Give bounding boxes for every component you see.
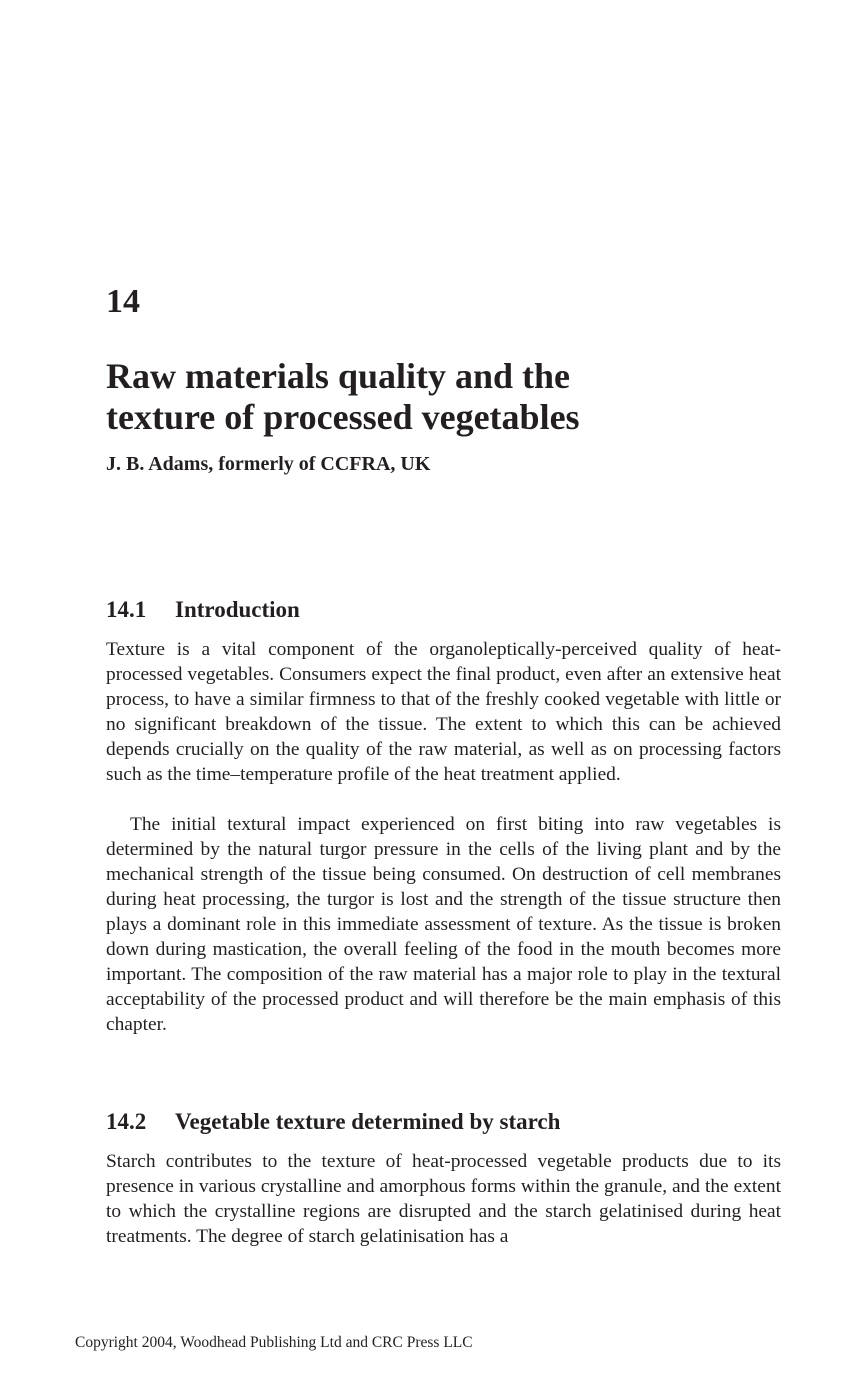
chapter-number: 14 <box>106 283 140 320</box>
section-number: 14.2 <box>106 1109 147 1134</box>
body-paragraph: The initial textural impact experienced on first biting into raw vegetables is determined by the natural turgor pressure in the cells of the living plant and by the mechanical strength of the tissue being consumed. On destruction of cell membranes during heat processing, the turgor is lost and the strength of the tissue structure then plays a dominant role in this immediate assessment of texture. As the tissue is broken down during mastication, the overall feeling of the food in the mouth becomes more important. The composition of the raw material has a major role to play in the textural acceptability of the processed product and will therefore be the main emphasis of this chapter. <box>106 814 781 1035</box>
section-heading-starch <box>106 1108 560 1136</box>
chapter-title <box>106 356 746 438</box>
chapter-title-line-1: Raw materials quality and the <box>106 356 571 396</box>
section-title: Vegetable texture determined by starch <box>175 1109 561 1134</box>
section-number: 14.1 <box>106 597 147 622</box>
body-paragraph: Starch contributes to the texture of heat-processed vegetable products due to its presence in various crystalline and amorphous forms within the granule, and the extent to which the crystalline regions are disrupted and the starch gelatinised during heat treatments. The degree of starch gelatinisation has a <box>106 1151 781 1247</box>
chapter-author: J. B. Adams, formerly of CCFRA, UK <box>106 453 431 475</box>
section-heading-introduction <box>106 596 300 624</box>
body-paragraph: Texture is a vital component of the organoleptically-perceived quality of heat-processed vegetables. Consumers expect the final product, even after an extensive heat process, to have a similar firmness to that of the freshly cooked vegetable with little or no significant breakdown of the tissue. The extent to which this can be achieved depends crucially on the quality of the raw material, as well as on processing factors such as the time–temperature profile of the heat treatment applied. <box>106 639 781 785</box>
copyright-footer: Copyright 2004, Woodhead Publishing Ltd and CRC Press LLC <box>75 1334 473 1351</box>
chapter-title-line-2: texture of processed vegetables <box>106 397 580 437</box>
section-title: Introduction <box>175 597 300 622</box>
